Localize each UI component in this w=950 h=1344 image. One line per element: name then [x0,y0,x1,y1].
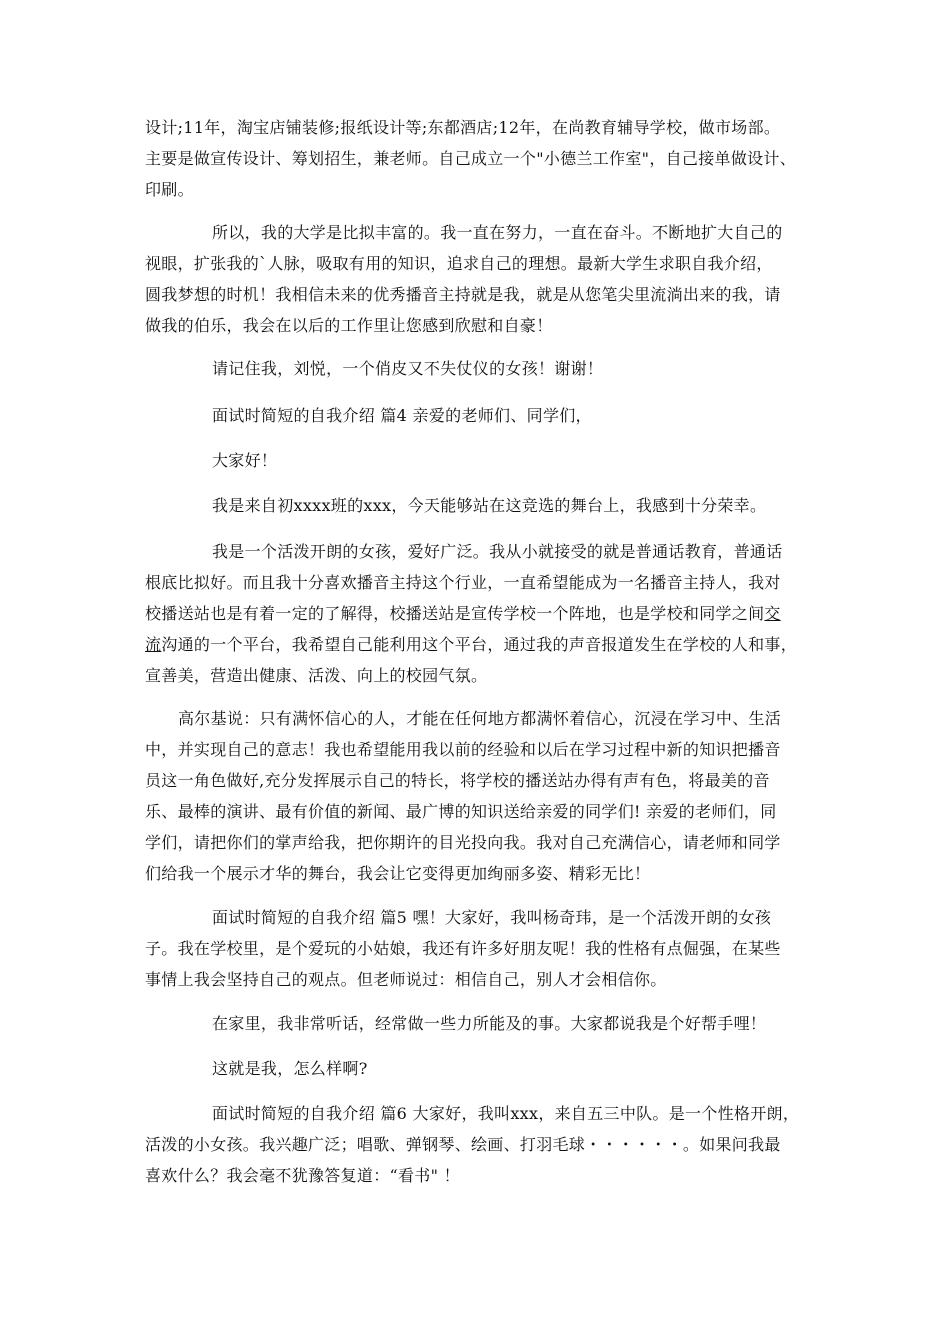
text-line: 员这一角色做好,充分发挥展示自己的特长，将学校的播送站办得有声有色，将最美的音 [145,771,770,790]
text-segment: 沟通的一个平台，我希望自己能利用这个平台，通过我的声音报道发生在学校的人和事， [161,635,798,654]
text-line [145,598,810,629]
text-line: 做我的伯乐，我会在以后的工作里让您感到欣慰和自豪！ [145,316,553,335]
paragraph-at-home [145,1008,810,1039]
text-line: 面试时简短的自我介绍 篇5 嘿！大家好，我叫杨奇玮，是一个活泼开朗的女孩 [212,908,772,927]
paragraph-section-5 [145,902,810,995]
paragraph-broadcast-interest [145,536,810,691]
text-line: 视眼，扩张我的`人脉，吸取有用的知识，追求自己的理想。最新大学生求职自我介绍， [145,254,773,273]
exchange-link[interactable]: 流 [145,635,162,654]
text-line: 印刷。 [145,180,194,199]
text-line: 在家里，我非常听话，经常做一些力所能及的事。大家都说我是个好帮手哩！ [212,1014,767,1033]
text-line: 主要是做宣传设计、筹划招生，兼老师。自己成立一个"小德兰工作室"，自己接单做设计、 [145,149,797,168]
text-line: 面试时简短的自我介绍 篇4 亲爱的老师们、同学们， [212,406,592,425]
text-line: 乐、最棒的演讲、最有价值的新闻、最广博的知识送给亲爱的同学们! 亲爱的老师们，同 [145,802,777,821]
text-line: 请记住我，刘悦，一个俏皮又不失仗仪的女孩！谢谢！ [212,359,604,378]
text-line: 中，并实现自己的意志！我也希望能用我以前的经验和以后在学习过程中新的知识把播音 [145,740,781,759]
text-line: 我是来自初xxxx班的xxx，今天能够站在这竞选的舞台上，我感到十分荣幸。 [212,496,767,515]
text-line: 宣善美，营造出健康、活泼、向上的校园气氛。 [145,666,488,685]
text-line: 们给我一个展示才华的舞台，我会让它变得更加绚丽多姿、精彩无比！ [145,864,651,883]
text-line: 子。我在学校里，是个爱玩的小姑娘，我还有许多好朋友呢！我的性格有点倔强，在某些 [145,939,781,958]
text-line: 喜欢什么？我会毫不犹豫答复道：“看书" ！ [145,1166,460,1185]
text-line [145,629,810,660]
text-line: 设计;11年，淘宝店铺装修;报纸设计等;东都酒店;12年，在尚教育辅导学校，做市场部。 [145,118,781,137]
text-line: 活泼的小女孩。我兴趣广泛；唱歌、弹钢琴、绘画、打羽毛球・・・・・・。如果问我最 [145,1135,781,1154]
text-line: 所以，我的大学是比拟丰富的。我一直在努力，一直在奋斗。不断地扩大自己的 [212,223,783,242]
text-line: 我是一个活泼开朗的女孩，爱好广泛。我从小就接受的就是普通话教育，普通话 [212,542,783,561]
text-line: 面试时简短的自我介绍 篇6 大家好，我叫xxx，来自五三中队。是一个性格开朗， [212,1104,800,1123]
paragraph-section-4-heading [145,400,810,431]
paragraph-section-6 [145,1098,810,1191]
paragraph-this-is-me [145,1053,810,1084]
text-segment: 校播送站也是有着一定的了解得，校播送站是宣传学校一个阵地，也是学校和同学之间 [145,604,765,623]
text-line: 圆我梦想的时机！我相信未来的优秀播音主持就是我，就是从您笔尖里流淌出来的我，请 [145,285,781,304]
paragraph-greeting [145,445,810,476]
paragraph-gorky-quote [145,703,810,889]
text-line: 事情上我会坚持自己的观点。但老师说过：相信自己，别人才会相信你。 [145,970,667,989]
text-line: 高尔基说：只有满怀信心的人，才能在任何地方都满怀着信心，沉浸在学习中、生活 [178,709,782,728]
paragraph-university-summary [145,217,810,341]
text-line: 学们，请把你们的掌声给我，把你期许的目光投向我。我对自己充满信心，请老师和同学 [145,833,781,852]
exchange-link[interactable]: 交 [764,604,781,623]
text-line: 这就是我，怎么样啊? [212,1059,368,1078]
paragraph-work-history [145,112,810,205]
text-line: 大家好！ [212,451,278,470]
paragraph-remember-me [145,353,810,384]
paragraph-intro [145,490,810,521]
text-line: 根底比拟好。而且我十分喜欢播音主持这个行业，一直希望能成为一名播音主持人，我对 [145,573,781,592]
